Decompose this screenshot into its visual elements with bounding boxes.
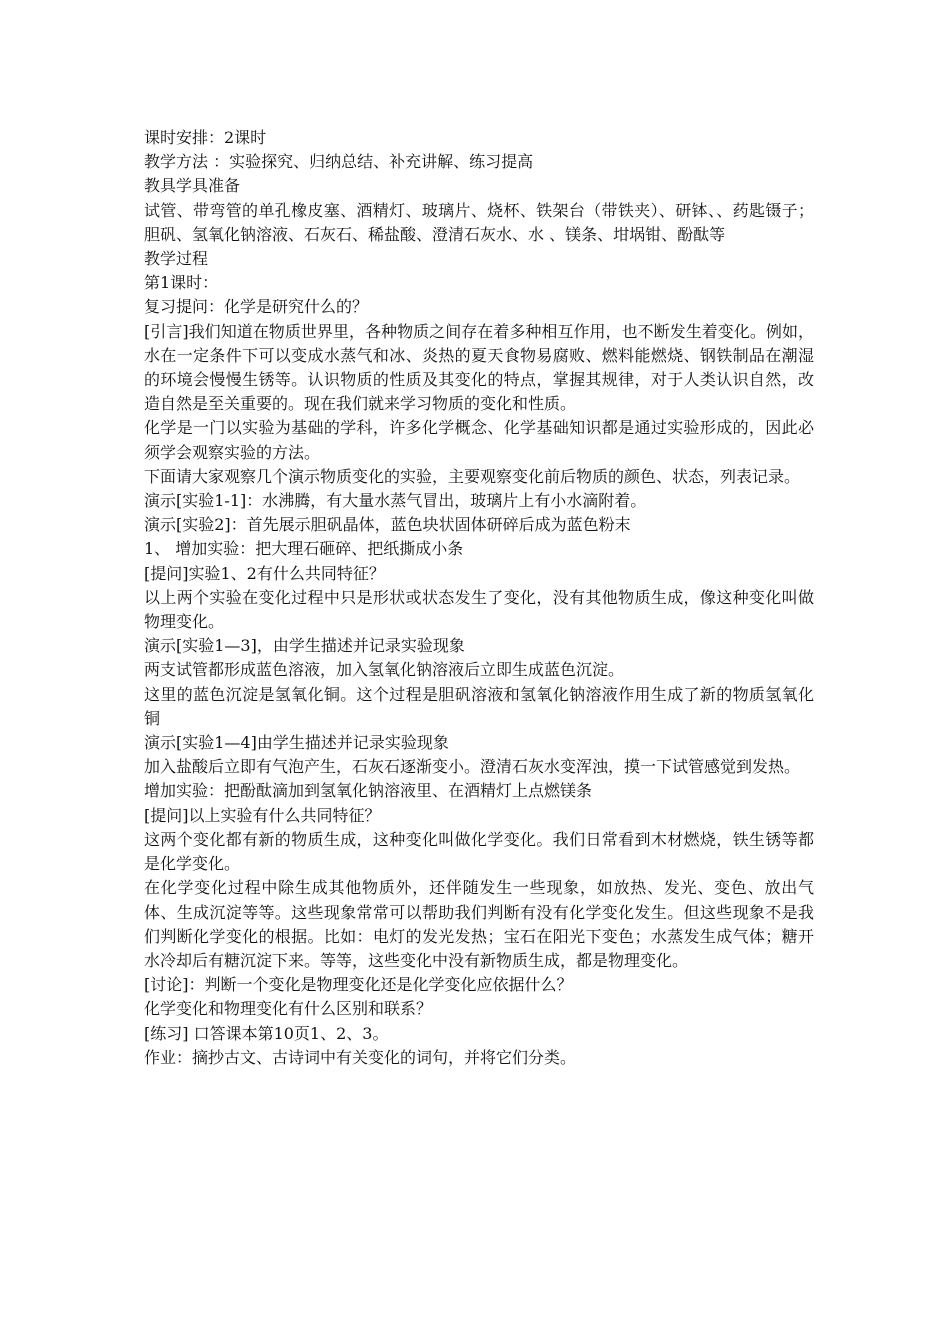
- paragraph-discussion: [讨论]：判断一个变化是物理变化还是化学变化应依据什么？: [144, 975, 573, 995]
- paragraph-teaching-methods: 教学方法 ：实验探究、归纳总结、补充讲解、练习提高: [144, 152, 534, 172]
- document-page: [144, 126, 814, 1070]
- paragraph-introduction: [引言]我们知道在物质世界里，各种物质之间存在着多种相互作用，也不断发生着变化。例如，水在一定条件下可以变成水蒸气和冰、炎热的夏天食物易腐败、燃料能燃烧、钢铁制品在潮湿的环境会慢慢生锈等。认识物质的性质及其变化的特点，掌握其规律，对于人类认识自然，改造自然是至关重要的。现在我们就来学习物质的变化和性质。: [144, 321, 814, 414]
- heading-materials: 教具学具准备: [144, 176, 241, 196]
- paragraph-exercise: [练习] 口答课本第10页1、2、3。: [144, 1023, 389, 1043]
- heading-teaching-process: 教学过程: [144, 249, 209, 269]
- list-item-extra-experiment: 1、 增加实验：把大理石砸碎、把纸撕成小条: [144, 539, 464, 559]
- paragraph-demo-2: 演示[实验2]：首先展示胆矾晶体，蓝色块状固体研碎后成为蓝色粉末: [144, 515, 631, 535]
- paragraph-difference: 化学变化和物理变化有什么区别和联系？: [144, 999, 433, 1019]
- paragraph-demo-1-4: 演示[实验1—4]由学生描述并记录实验现象: [144, 733, 449, 753]
- paragraph-blue-solution: 两支试管都形成蓝色溶液，加入氢氧化钠溶液后立即生成蓝色沉淀。: [144, 660, 625, 680]
- paragraph-review-question: 复习提问：化学是研究什么的？: [144, 297, 369, 317]
- paragraph-class-hours: 课时安排：2课时: [144, 128, 267, 147]
- paragraph-question-common-feature: [提问]实验1、2有什么共同特征？: [144, 563, 385, 583]
- paragraph-chemical-change: 这两个变化都有新的物质生成，这种变化叫做化学变化。我们日常看到木材燃烧，铁生锈等都是化学变化。: [144, 829, 814, 874]
- heading-lesson-1: 第1课时：: [144, 273, 219, 293]
- paragraph-phenomena: 在化学变化过程中除生成其他物质外，还伴随发生一些现象，如放热、发光、变色、放出气体、生成沉淀等等。这些现象常常可以帮助我们判断有没有化学变化发生。但这些现象不是我们判断化学变化的根据。比如：电灯的发光发热；宝石在阳光下变色；水蒸发生成气体；糖开水冷却后有糖沉淀下来。等等，这些变化中没有新物质生成，都是物理变化。: [144, 878, 814, 970]
- paragraph-hydrochloric-acid: 加入盐酸后立即有气泡产生，石灰石逐渐变小。澄清石灰水变浑浊，摸一下试管感觉到发热。: [144, 757, 801, 777]
- paragraph-physical-change: 以上两个实验在变化过程中只是形状或状态发生了变化，没有其他物质生成，像这种变化叫做物理变化。: [144, 587, 814, 632]
- paragraph-chemistry-experiment: 化学是一门以实验为基础的学科，许多化学概念、化学基础知识都是通过实验形成的，因此必须学会观察实验的方法。: [144, 418, 814, 462]
- paragraph-homework: 作业：摘抄古文、古诗词中有关变化的词句，并将它们分类。: [144, 1047, 577, 1067]
- paragraph-demo-1-1: 演示[实验1-1]：水沸腾，有大量水蒸气冒出，玻璃片上有小水滴附着。: [144, 491, 647, 511]
- paragraph-question-experiments: [提问]以上实验有什么共同特征？: [144, 805, 381, 825]
- paragraph-observe-instructions: 下面请大家观察几个演示物质变化的实验，主要观察变化前后物质的颜色、状态，列表记录。: [144, 466, 801, 486]
- paragraph-blue-precipitate: 这里的蓝色沉淀是氢氧化铜。这个过程是胆矾溶液和氢氧化钠溶液作用生成了新的物质氢氧化铜: [144, 684, 814, 728]
- paragraph-extra-experiment-2: 增加实验：把酚酞滴加到氢氧化钠溶液里、在酒精灯上点燃镁条: [144, 781, 593, 801]
- paragraph-demo-1-3: 演示[实验1—3]，由学生描述并记录实验现象: [144, 636, 465, 656]
- paragraph-materials-list: 试管、带弯管的单孔橡皮塞、酒精灯、玻璃片、烧杯、铁架台（带铁夹）、研钵、、药匙镊子；胆矾、氢氧化钠溶液、石灰石、稀盐酸、澄清石灰水、水 、镁条、坩埚钳、酚酞等: [144, 200, 814, 244]
